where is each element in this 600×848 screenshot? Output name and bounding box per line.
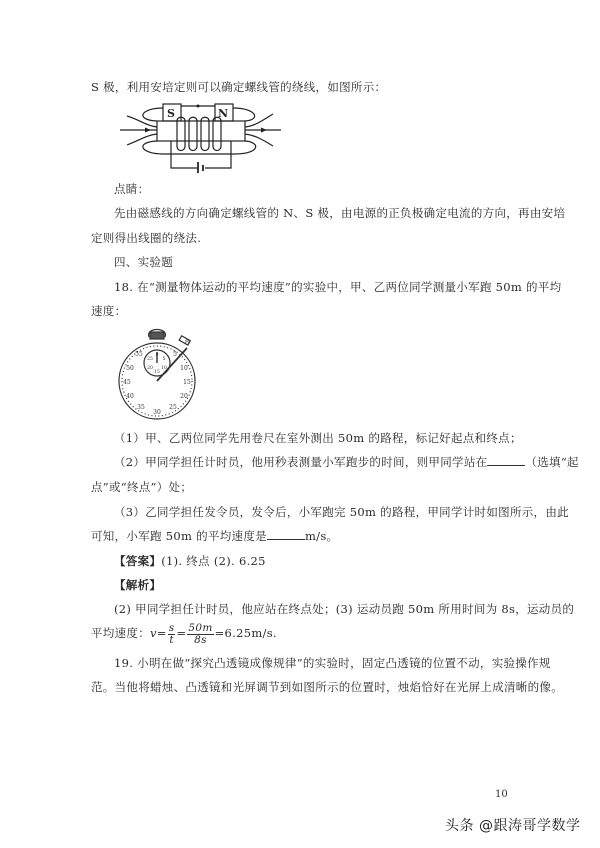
formula-line [91, 620, 277, 648]
svg-text:50: 50 [126, 365, 134, 372]
answer-blank [267, 529, 305, 540]
question-19-line: 19. 小明在做“探究凸透镜成像规律”的实验时，固定凸透镜的位置不动，实验操作规 [114, 656, 551, 670]
answer-label: 【答案】 [114, 554, 162, 568]
svg-text:20: 20 [147, 366, 153, 371]
svg-text:0: 0 [155, 353, 159, 358]
analysis-label: 【解析】 [114, 578, 162, 592]
answer-blank [487, 455, 525, 466]
svg-text:S: S [167, 107, 175, 120]
svg-text:8: 8 [184, 339, 190, 347]
svg-text:5: 5 [162, 357, 166, 362]
text-line: 先由磁感线的方向确定螺线管的 N、S 极，由电源的正负极确定电流的方向，再由安培 [114, 206, 566, 220]
text-line [91, 529, 338, 543]
solenoid-diagram-icon [115, 98, 285, 173]
svg-text:40: 40 [126, 393, 134, 400]
svg-text:20: 20 [180, 393, 188, 400]
text-span: m/s。 [304, 529, 339, 543]
question-18-line: 18. 在“测量物体运动的平均速度”的实验中，甲、乙两位同学测量小军跑 50m 的平均 [114, 280, 562, 294]
fraction-50m-over-8s: $\frac{50m}{8s}$ [188, 621, 213, 646]
svg-text:35: 35 [137, 404, 145, 411]
text-span: 可知，小军跑 50m 的平均速度是 [91, 529, 267, 543]
analysis-line: (2) 甲同学担任计时员，他应站在终点处；(3) 运动员跑 50m 所用时间为 8s，运动员的 [114, 602, 575, 616]
svg-text:15: 15 [154, 370, 160, 375]
text-line: 定则得出线圈的绕法. [91, 231, 202, 245]
svg-text:10: 10 [161, 366, 167, 371]
stopwatch-figure [117, 325, 202, 420]
page-number: 10 [495, 789, 508, 800]
solenoid-figure [115, 98, 285, 173]
text-span: 平均速度： [91, 626, 150, 640]
dianjing-label: 点睛： [114, 182, 150, 196]
question-18-part-1: （1）甲、乙两位同学先用卷尺在室外测出 50m 的路程，标记好起点和终点； [114, 431, 522, 445]
watermark: 头条 @跟涛哥学数学 [445, 818, 581, 834]
text-line: S 极，利用安培定则可以确定螺线管的绕线，如图所示： [91, 80, 387, 94]
fraction-s-over-t: $\frac{s}{t}$ [168, 621, 175, 646]
svg-text:10: 10 [180, 365, 188, 372]
section-heading: 四、实验题 [114, 255, 173, 269]
svg-text:45: 45 [123, 379, 131, 386]
svg-text:55: 55 [135, 351, 143, 358]
svg-text:25: 25 [147, 357, 153, 362]
question-18-line: 速度： [91, 304, 127, 318]
text-line: 点”或“终点”）处； [91, 480, 193, 494]
formula-result: =6.25m/s. [214, 626, 277, 640]
formula-v: v= [150, 626, 167, 640]
answer-line [114, 554, 266, 568]
svg-text:15: 15 [183, 379, 191, 386]
svg-text:25: 25 [169, 404, 177, 411]
svg-text:5: 5 [173, 351, 177, 358]
svg-text:N: N [218, 107, 229, 120]
text-span: = [176, 626, 187, 640]
question-18-part-3: （3）乙同学担任发令员，发令后，小军跑完 50m 的路程，甲同学计时如图所示，由此 [114, 505, 569, 519]
svg-text:30: 30 [153, 409, 161, 416]
answer-text: (1). 终点 (2). 6.25 [161, 554, 266, 568]
text-span: （选填“起 [525, 455, 579, 469]
question-19-line: 范。当他将蜡烛、凸透镜和光屏调节到如图所示的位置时，烛焰恰好在光屏上成清晰的像。 [91, 680, 563, 694]
stopwatch-icon [117, 325, 202, 420]
question-18-part-2 [114, 455, 579, 469]
text-span: （2）甲同学担任计时员，他用秒表测量小军跑步的时间，则甲同学站在 [114, 455, 488, 469]
